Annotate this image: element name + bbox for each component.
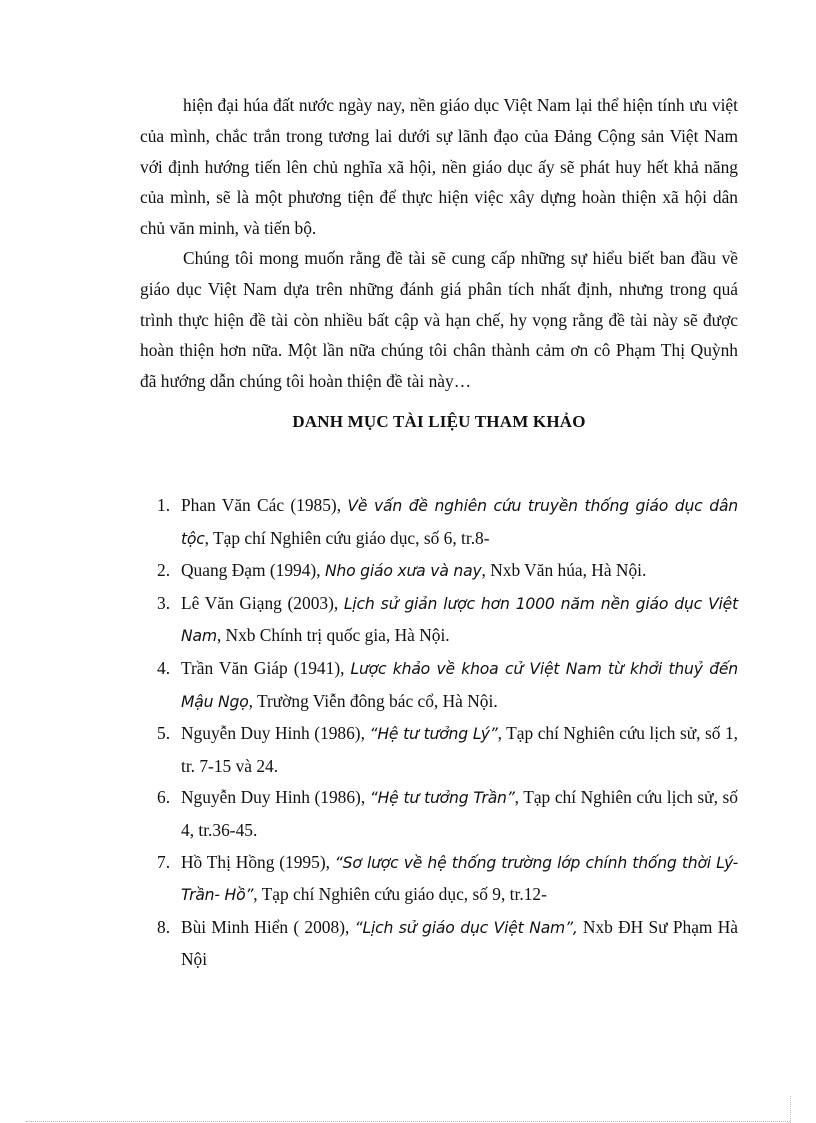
reference-item-5 (140, 718, 738, 782)
references-heading: DANH MỤC TÀI LIỆU THAM KHẢO (292, 412, 586, 431)
reference-number: 1. (157, 495, 171, 515)
reference-item-8 (140, 912, 738, 976)
reference-number: 6. (157, 787, 171, 808)
reference-title: “Hệ tư tưởng Lý” (369, 725, 498, 744)
body-paragraph-2: Chúng tôi mong muốn rằng đề tài sẽ cung cấp những sự hiểu biết ban đầu về giáo dục Việt Nam dựa trên những đánh giá phân tích nhất định, nhưng trong quá trình thực hiện đề tài còn nhiều bất cập và hạn chế, hy vọng rằng đề tài này sẽ được hoàn thiện hơn nữa. Một lần nữa chúng tôi chân thành cảm ơn cô Phạm Thị Quỳnh đã hướng dẫn chúng tôi hoàn thiện đề tài này… (140, 248, 738, 392)
reference-author: Bùi Minh Hiển ( 2008), (181, 916, 355, 937)
reference-title: Lược khảo về khoa cử Việt Nam từ khởi thuỷ đến Mậu Ngọ (181, 659, 738, 711)
reference-item-4 (140, 653, 738, 718)
reference-publisher: , Tạp chí Nghiên cứu giáo dục, số 6, tr.8- (204, 527, 490, 548)
reference-item-2 (140, 555, 738, 588)
page-bottom-border (26, 1121, 790, 1122)
reference-author: Nguyễn Duy Hinh (1986), (181, 787, 370, 808)
reference-publisher: , Tạp chí Nghiên cứu lịch sử, số 4, tr.36-45. (181, 787, 738, 840)
reference-title: “Sơ lược về hệ thống trường lớp chính thống thời Lý-Trần- Hồ” (181, 853, 738, 905)
reference-title: Nho giáo xưa và nay (324, 562, 482, 581)
reference-author: Quang Đạm (1994), (181, 560, 325, 581)
reference-item-6 (140, 782, 738, 846)
reference-number: 7. (157, 851, 171, 872)
reference-publisher: Nxb ĐH Sư Phạm Hà Nội (181, 916, 738, 970)
reference-publisher: , Tạp chí Nghiên cứu lịch sử, số 1, tr. 7-15 và 24. (181, 723, 738, 776)
reference-publisher: , Nxb Văn húa, Hà Nội. (481, 560, 647, 581)
reference-publisher: , Trường Viễn đông bác cổ, Hà Nội. (248, 690, 498, 711)
reference-list (140, 490, 738, 976)
reference-publisher: , Nxb Chính trị quốc gia, Hà Nội. (216, 625, 450, 646)
reference-number: 4. (157, 657, 171, 678)
reference-number: 8. (157, 916, 171, 937)
reference-author: Trần Văn Giáp (1941), (181, 657, 351, 678)
reference-title: “Hệ tư tưởng Trần” (369, 789, 515, 808)
reference-item-1 (140, 490, 738, 555)
reference-author: Lê Văn Giạng (2003), (181, 592, 344, 613)
reference-title: “Lịch sử giáo dục Việt Nam”, (354, 918, 578, 937)
reference-number: 3. (157, 592, 171, 613)
reference-author: Nguyễn Duy Hinh (1986), (181, 723, 370, 744)
reference-author: Phan Văn Các (1985), (181, 495, 348, 515)
page-corner-mark (790, 1096, 791, 1123)
reference-number: 5. (157, 723, 171, 744)
reference-author: Hồ Thị Hồng (1995), (181, 851, 335, 872)
reference-title: Lịch sử giản lược hơn 1000 năm nền giáo dục Việt Nam (181, 594, 738, 646)
reference-number: 2. (157, 560, 171, 581)
body-paragraph-1: hiện đại húa đất nước ngày nay, nền giáo dục Việt Nam lại thể hiện tính ưu việt của mình, chắc trắn trong tương lai dưới sự lãnh đạo của Đảng Cộng sản Việt Nam với định hướng tiến lên chủ nghĩa xã hội, nền giáo dục ấy sẽ phát huy hết khả năng của mình, sẽ là một phương tiện để thực hiện việc xây dựng hoàn thiện xã hội dân chủ văn minh, và tiến bộ. (140, 95, 738, 239)
reference-publisher: , Tạp chí Nghiên cứu giáo dục, số 9, tr.12- (253, 884, 547, 905)
reference-title: Về vấn đề nghiên cứu truyền thống giáo dục dân tộc (181, 497, 738, 548)
reference-item-7 (140, 847, 738, 912)
reference-item-3 (140, 588, 738, 653)
